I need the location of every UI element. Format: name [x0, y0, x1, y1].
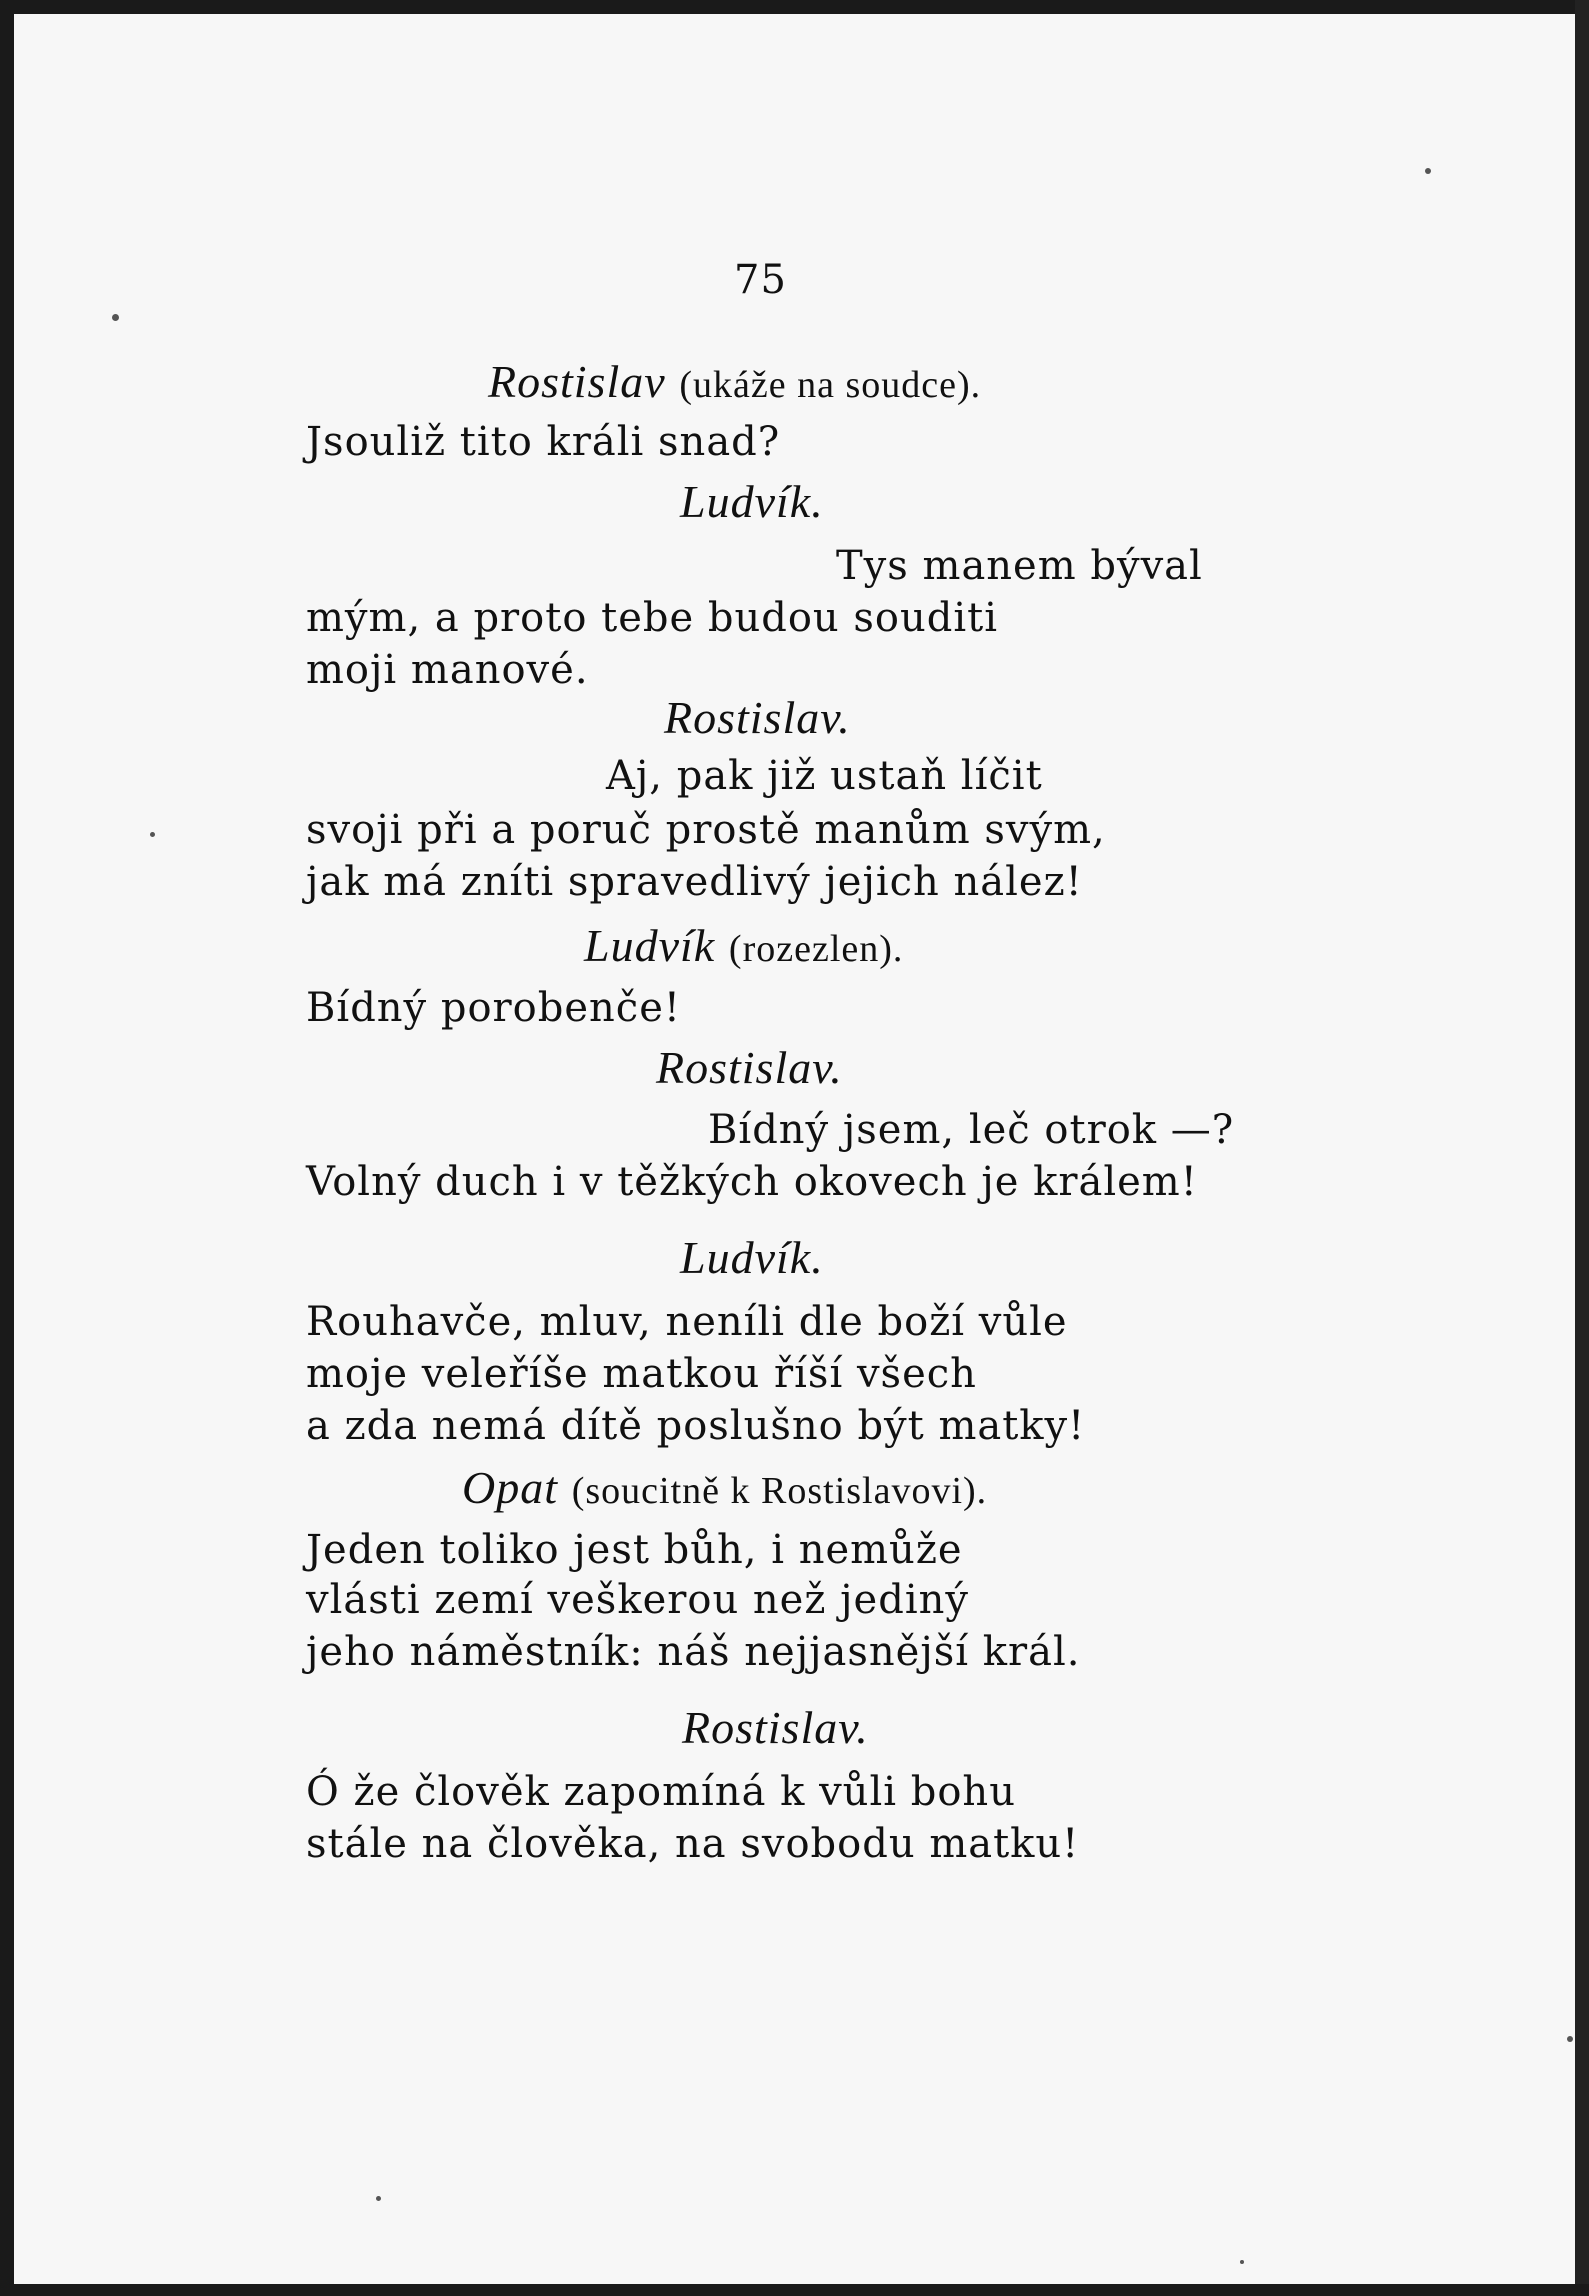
- verse-line: Rouhavče, mluv, neníli dle boží vůle: [306, 1299, 1068, 1345]
- verse-line: Jeden toliko jest bůh, i nemůže: [306, 1527, 963, 1573]
- verse-line: stále na člověka, na svobodu matku!: [306, 1821, 1080, 1867]
- speech-heading: [584, 922, 903, 973]
- speaker-name: Opat: [462, 1462, 558, 1513]
- verse-line: Tys manem býval: [836, 543, 1203, 589]
- speaker-name: Ludvík.: [680, 1232, 824, 1283]
- page-number: 75: [734, 257, 787, 303]
- speaker-name: Ludvík: [584, 920, 716, 971]
- verse-line: moji manové.: [306, 647, 589, 693]
- speaker-name: Ludvík.: [680, 476, 824, 527]
- verse-line: Bídný jsem, leč otrok —?: [708, 1107, 1235, 1153]
- verse-line: jak má zníti spravedlivý jejich nález!: [306, 859, 1083, 905]
- speaker-name: Rostislav.: [664, 692, 851, 743]
- verse-line: Aj, pak již ustaň líčit: [606, 753, 1043, 799]
- verse-line: moje veleříše matkou říší všech: [306, 1351, 977, 1397]
- verse-line: mým, a proto tebe budou souditi: [306, 595, 999, 641]
- verse-line: a zda nemá dítě poslušno být matky!: [306, 1403, 1086, 1449]
- speech-heading: [462, 1464, 987, 1515]
- speech-heading: [488, 358, 981, 409]
- verse-line: jeho náměstník: náš nejjasnější král.: [306, 1629, 1081, 1675]
- stage-direction: (rozezlen).: [728, 928, 904, 970]
- speaker-name: Rostislav.: [656, 1042, 843, 1093]
- verse-line: svoji při a poruč prostě manům svým,: [306, 807, 1106, 853]
- verse-line: Jsouliž tito králi snad?: [306, 419, 781, 465]
- verse-line: Ó že člověk zapomíná k vůli bohu: [306, 1769, 1016, 1815]
- stage-direction: (soucitně k Rostislavovi).: [571, 1470, 988, 1512]
- speaker-name: Rostislav.: [682, 1702, 869, 1753]
- verse-line: Bídný porobenče!: [306, 985, 681, 1031]
- verse-line: Volný duch i v těžkých okovech je králem!: [306, 1159, 1198, 1205]
- speaker-name: Rostislav: [488, 356, 666, 407]
- verse-line: vlásti zemí veškerou než jediný: [306, 1577, 969, 1623]
- stage-direction: (ukáže na soudce).: [679, 364, 982, 406]
